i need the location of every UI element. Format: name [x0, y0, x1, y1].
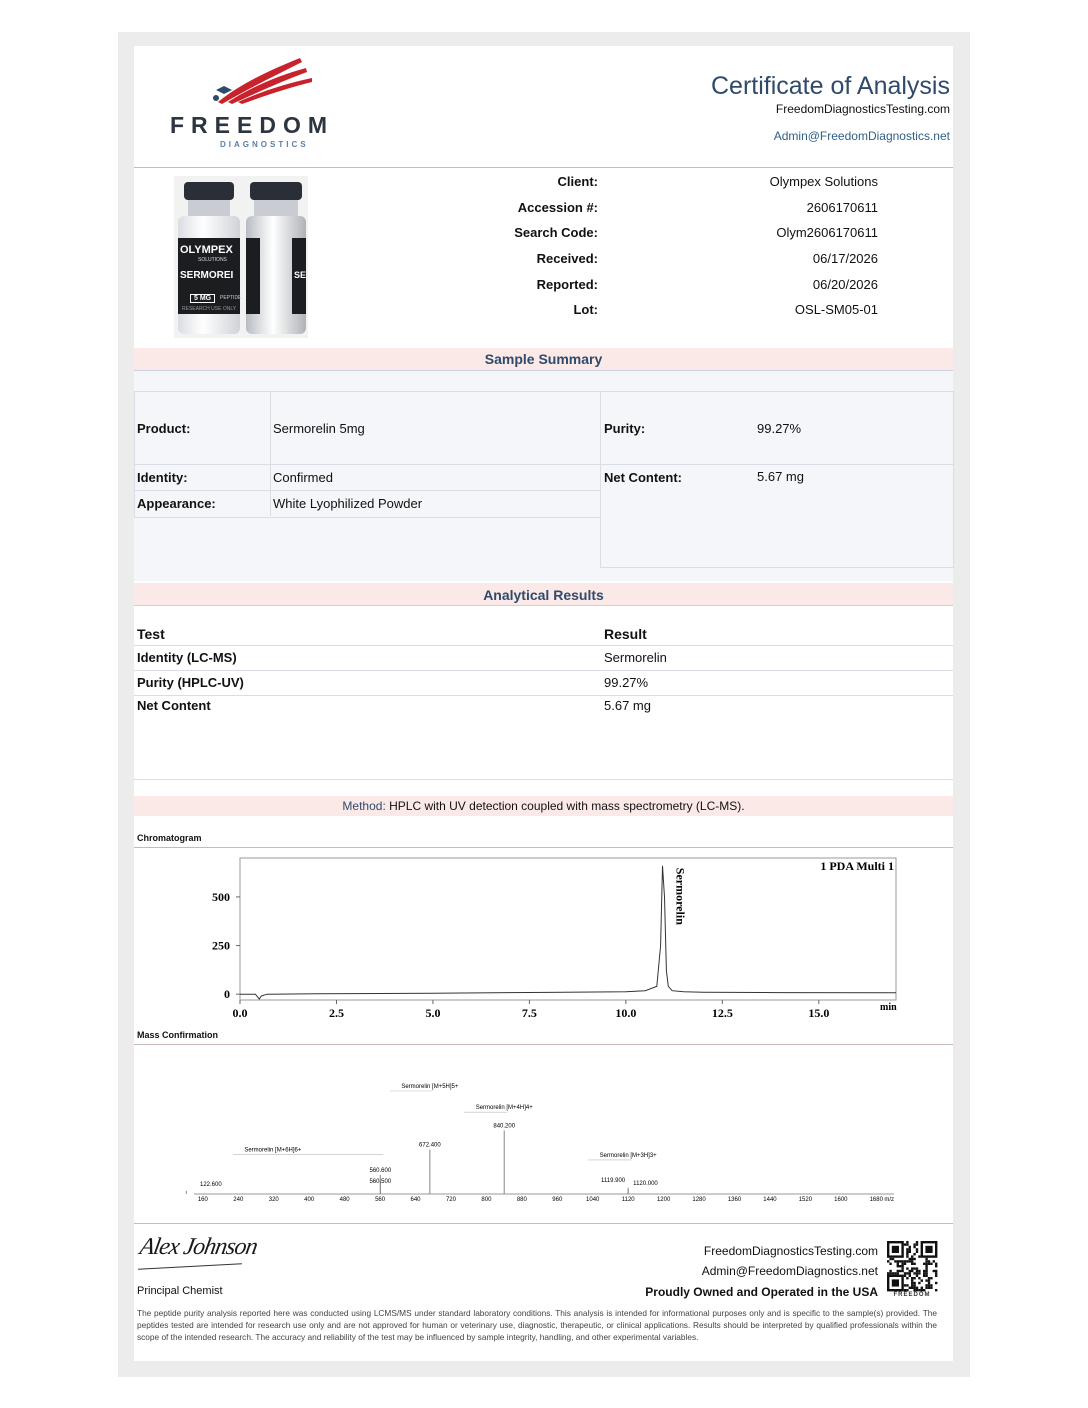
qr-module: [906, 1248, 908, 1250]
qr-module: [923, 1275, 925, 1277]
mass-confirmation-title: Mass Confirmation: [137, 1030, 219, 1040]
client-info-label: Received:: [536, 251, 598, 266]
freedom-logo: [160, 54, 334, 154]
chromatogram-y-tick-label: 500: [212, 889, 230, 904]
qr-module: [916, 1287, 918, 1289]
header-website: FreedomDiagnosticsTesting.com: [775, 102, 950, 116]
mass-x-unit: m/z: [884, 1197, 894, 1203]
qr-module: [913, 1282, 915, 1284]
mass-x-tick-label: 1360: [727, 1197, 742, 1203]
qr-module: [925, 1279, 927, 1281]
footer-tagline: Proudly Owned and Operated in the USA: [645, 1285, 878, 1299]
qr-code-icon: [883, 1240, 941, 1292]
qr-module: [913, 1253, 915, 1255]
qr-module: [906, 1255, 908, 1257]
qr-module: [928, 1287, 930, 1289]
mass-peak-label: 1119.900: [600, 1178, 626, 1184]
brand-name: FREEDOM: [170, 112, 334, 138]
qr-module: [916, 1243, 918, 1245]
qr-module: [925, 1284, 927, 1286]
qr-module: [911, 1255, 913, 1257]
mass-x-tick-label: 1520: [798, 1197, 813, 1203]
qr-module: [892, 1272, 894, 1274]
qr-module: [925, 1287, 927, 1289]
qr-module: [911, 1282, 913, 1284]
qr-module: [894, 1272, 896, 1274]
qr-module: [913, 1263, 915, 1265]
qr-finder-core: [892, 1246, 899, 1253]
results-header-result: Result: [604, 626, 647, 642]
qr-module: [889, 1270, 891, 1272]
qr-module: [901, 1270, 903, 1272]
qr-module: [889, 1272, 891, 1274]
result-row-test: Net Content: [137, 698, 211, 713]
chromatogram-trace: [240, 866, 896, 999]
qr-module: [909, 1272, 911, 1274]
footer-divider: [134, 1223, 953, 1224]
mass-x-tick-label: 240: [233, 1197, 244, 1203]
mass-annotation: Sermorelin [M+6H]6+: [244, 1147, 302, 1154]
qr-module: [913, 1287, 915, 1289]
qr-module: [916, 1248, 918, 1250]
client-info-value: 06/20/2026: [812, 277, 878, 292]
qr-module: [913, 1272, 915, 1274]
qr-module: [916, 1272, 918, 1274]
mass-x-tick-label: 880: [516, 1197, 527, 1203]
header-divider: [134, 167, 953, 168]
mass-x-tick-label: 1440: [763, 1197, 777, 1203]
result-row-value: Sermorelin: [604, 650, 667, 665]
sample-summary-title: Sample Summary: [484, 351, 603, 367]
qr-module: [911, 1279, 913, 1281]
qr-module: [911, 1287, 913, 1289]
summary-left-col-divider: [270, 391, 271, 516]
qr-module: [897, 1270, 899, 1272]
client-info-label: Accession #:: [517, 200, 598, 215]
mass-x-tick-label: 1200: [656, 1197, 671, 1203]
client-info-value: Olympex Solutions: [769, 174, 878, 189]
qr-module: [904, 1275, 906, 1277]
document-title: Certificate of Analysis: [711, 72, 950, 100]
qr-module: [904, 1272, 906, 1274]
qr-module: [887, 1260, 889, 1262]
qr-module: [894, 1260, 896, 1262]
analytical-results-band: [134, 583, 953, 605]
appearance-label: Appearance:: [137, 496, 216, 511]
purity-value: 99.27%: [757, 421, 802, 436]
qr-module: [913, 1267, 915, 1269]
mass-x-tick-label: 320: [268, 1197, 279, 1203]
method-band: [134, 796, 953, 816]
footer-website[interactable]: FreedomDiagnosticsTesting.com: [703, 1244, 878, 1258]
chromatogram-x-tick-label: 2.5: [328, 1006, 344, 1020]
qr-module: [930, 1284, 932, 1286]
mass-x-tick-label: 400: [304, 1197, 315, 1203]
qr-module: [906, 1241, 908, 1243]
client-info-value: 2606170611: [806, 200, 878, 215]
qr-module: [901, 1265, 903, 1267]
qr-module: [913, 1246, 915, 1248]
qr-module: [909, 1270, 911, 1272]
qr-module: [913, 1277, 915, 1279]
mass-x-tick-label: 960: [552, 1197, 563, 1203]
qr-module: [935, 1263, 937, 1265]
product-value: Sermorelin 5mg: [273, 421, 365, 436]
qr-module: [906, 1253, 908, 1255]
chromatogram-peak-label: Sermorelin: [673, 867, 688, 925]
mass-peak-label: 122.600: [200, 1182, 222, 1188]
qr-module: [935, 1265, 937, 1267]
qr-module: [911, 1284, 913, 1286]
qr-module: [909, 1258, 911, 1260]
net-content-value: 5.67 mg: [757, 469, 804, 484]
qr-module: [925, 1260, 927, 1262]
mass-peak-label: 560.500: [369, 1178, 392, 1185]
client-info-label: Client:: [557, 174, 598, 189]
client-info-label: Lot:: [573, 302, 598, 317]
chromatogram-x-tick-label: 15.0: [808, 1006, 830, 1020]
qr-module: [911, 1277, 913, 1279]
mass-spectrum-chart: [134, 1048, 953, 1218]
qr-module: [928, 1282, 930, 1284]
qr-module: [918, 1255, 920, 1257]
qr-module: [925, 1272, 927, 1274]
mass-x-tick-label: 160: [197, 1197, 208, 1203]
chromatogram-legend: 1 PDA Multi 1: [820, 859, 894, 873]
qr-module: [933, 1270, 935, 1272]
qr-module: [930, 1277, 932, 1279]
chromatogram-x-tick-label: 0.0: [232, 1006, 248, 1020]
qr-module: [930, 1287, 932, 1289]
result-row-divider: [134, 695, 953, 696]
qr-module: [928, 1277, 930, 1279]
mass-x-tick-label: 1040: [586, 1197, 600, 1203]
qr-module: [916, 1275, 918, 1277]
qr-module: [909, 1248, 911, 1250]
qr-module: [906, 1272, 908, 1274]
analytical-results-title: Analytical Results: [483, 587, 604, 603]
qr-module: [935, 1275, 937, 1277]
client-info-value: OSL-SM05-01: [794, 302, 878, 317]
appearance-value: White Lyophilized Powder: [273, 496, 423, 511]
client-info-value: 06/17/2026: [812, 251, 878, 266]
mass-x-tick-label: 640: [410, 1197, 421, 1203]
qr-finder-core: [925, 1246, 932, 1253]
chromatogram-plot-frame: [240, 858, 896, 1000]
qr-code: FREEDOM: [883, 1240, 941, 1304]
qr-module: [911, 1258, 913, 1260]
qr-module: [887, 1272, 889, 1274]
qr-module: [921, 1287, 923, 1289]
qr-module: [904, 1243, 906, 1245]
qr-module: [913, 1243, 915, 1245]
qr-module: [901, 1267, 903, 1269]
analytical-underline: [134, 605, 953, 606]
chromatogram-x-tick-label: 5.0: [425, 1006, 441, 1020]
chromatogram-chart: [134, 850, 953, 1030]
mass-annotation: Sermorelin [M+3H]3+: [599, 1152, 657, 1159]
signature: Alex Johnson: [138, 1228, 248, 1274]
chromatogram-x-unit: min: [880, 1002, 897, 1013]
qr-module: [930, 1263, 932, 1265]
qr-module: [897, 1263, 899, 1265]
qr-module: [918, 1282, 920, 1284]
qr-module: [935, 1270, 937, 1272]
product-vial-image: [174, 176, 308, 338]
qr-finder-core: [892, 1279, 899, 1286]
qr-module: [923, 1270, 925, 1272]
qr-module: [897, 1260, 899, 1262]
qr-module: [911, 1270, 913, 1272]
qr-module: [897, 1272, 899, 1274]
qr-module: [925, 1267, 927, 1269]
result-row-test: Purity (HPLC-UV): [137, 675, 244, 690]
qr-module: [921, 1279, 923, 1281]
qr-module: [925, 1275, 927, 1277]
method-label: Method:: [342, 799, 386, 813]
mass-annotation: Sermorelin [M+5H]5+: [401, 1084, 459, 1090]
qr-module: [911, 1267, 913, 1269]
qr-module: [923, 1263, 925, 1265]
qr-module: [928, 1263, 930, 1265]
qr-module: [933, 1260, 935, 1262]
qr-module: [906, 1260, 908, 1262]
mass-x-tick-label: 800: [481, 1197, 492, 1203]
qr-module: [909, 1287, 911, 1289]
brand-subtitle: DIAGNOSTICS: [220, 140, 309, 149]
qr-module: [906, 1243, 908, 1245]
header-email[interactable]: Admin@FreedomDiagnostics.net: [773, 129, 950, 143]
qr-module: [904, 1284, 906, 1286]
qr-module: [889, 1263, 891, 1265]
mass-x-tick-label: 720: [445, 1197, 456, 1203]
qr-module: [911, 1263, 913, 1265]
identity-label: Identity:: [137, 470, 188, 485]
qr-module: [928, 1279, 930, 1281]
qr-module: [909, 1275, 911, 1277]
qr-module: [916, 1251, 918, 1253]
mass-x-tick-label: 1280: [692, 1197, 706, 1203]
mass-x-tick-label: 1680: [869, 1197, 883, 1203]
qr-module: [904, 1260, 906, 1262]
chromatogram-x-tick-label: 10.0: [615, 1006, 637, 1020]
net-content-label: Net Content:: [604, 470, 682, 485]
results-header-test: Test: [137, 626, 165, 642]
flag-swoosh-icon: [210, 54, 330, 106]
qr-module: [916, 1267, 918, 1269]
qr-module: [909, 1251, 911, 1253]
qr-module: [906, 1284, 908, 1286]
chromatogram-x-tick-label: 7.5: [521, 1006, 537, 1020]
mass-x-tick-label: 1120: [621, 1197, 635, 1203]
client-info-value: Olym2606170611: [776, 225, 878, 240]
result-row-value: 99.27%: [604, 675, 649, 690]
qr-module: [906, 1267, 908, 1269]
result-row-divider: [134, 670, 953, 671]
qr-module: [904, 1263, 906, 1265]
qr-module: [913, 1284, 915, 1286]
vial-back: SE: [246, 182, 306, 336]
chromatogram-y-tick-label: 250: [212, 938, 230, 953]
qr-module: [916, 1270, 918, 1272]
result-row-test: Identity (LC-MS): [137, 650, 237, 665]
qr-module: [899, 1270, 901, 1272]
qr-module: [897, 1265, 899, 1267]
chromatogram-y-tick-label: 0: [224, 987, 230, 1002]
disclaimer: The peptide purity analysis reported here was conducted using LCMS/MS under standard laboratory conditions. This analysis is intended for informational purposes only and is specific to the sample(s) provided. The peptides tested are intended for research use only and are not approved for human or veterinary use, diagnostic, therapeutic, or clinical applications. Results should be interpreted by qualified professionals within the scope of the intended research. The accuracy and reliability of the test may be influenced by sample integrity, handling, and other experimental variables.: [137, 1308, 937, 1342]
qr-module: [909, 1260, 911, 1262]
qr-module: [899, 1260, 901, 1262]
mass-peak-label: 672.400: [419, 1142, 441, 1149]
sample-summary-band: [134, 348, 953, 370]
qr-module: [928, 1260, 930, 1262]
qr-module: [916, 1241, 918, 1243]
qr-module: [913, 1258, 915, 1260]
qr-module: [899, 1265, 901, 1267]
qr-module: [925, 1258, 927, 1260]
mass-x-tick-label: 480: [339, 1197, 350, 1203]
result-row-value: 5.67 mg: [604, 698, 651, 713]
qr-module: [906, 1251, 908, 1253]
qr-module: [889, 1258, 891, 1260]
qr-module: [923, 1272, 925, 1274]
qr-module: [918, 1270, 920, 1272]
mass-peak-label: 560.600: [369, 1167, 392, 1174]
footer-email[interactable]: Admin@FreedomDiagnostics.net: [701, 1264, 878, 1278]
qr-module: [901, 1260, 903, 1262]
product-label: Product:: [137, 421, 191, 436]
qr-module: [925, 1270, 927, 1272]
mass-x-tick-label: 1600: [834, 1197, 848, 1203]
qr-module: [901, 1263, 903, 1265]
chromatogram-x-tick-label: 12.5: [711, 1006, 733, 1020]
qr-module: [918, 1277, 920, 1279]
qr-module: [911, 1260, 913, 1262]
qr-module: [925, 1265, 927, 1267]
mass-divider: [134, 1044, 953, 1045]
purity-label: Purity:: [604, 421, 646, 436]
qr-module: [935, 1272, 937, 1274]
qr-module: [892, 1258, 894, 1260]
method-text: HPLC with UV detection coupled with mass spectrometry (LC-MS).: [389, 799, 745, 813]
qr-module: [925, 1263, 927, 1265]
chromatogram-divider: [134, 847, 953, 848]
vial-front: OLYMPEX SOLUTIONS SERMOREI 5 MG PEPTIDE RESEARCH USE ONLY: [178, 182, 240, 336]
client-info-label: Search Code:: [514, 225, 598, 240]
identity-value: Confirmed: [273, 470, 333, 485]
qr-module: [909, 1246, 911, 1248]
mass-peak-label: 840.200: [493, 1123, 516, 1130]
chromatogram-title: Chromatogram: [137, 833, 202, 843]
client-info-label: Reported:: [536, 277, 598, 292]
mass-peak-label: 1120.000: [633, 1181, 658, 1187]
mass-annotation: Sermorelin [M+4H]4+: [475, 1105, 533, 1112]
signer-title: Principal Chemist: [137, 1285, 223, 1297]
qr-module: [935, 1282, 937, 1284]
qr-module: [928, 1284, 930, 1286]
mass-x-tick-label: 560: [375, 1197, 386, 1203]
qr-module: [906, 1277, 908, 1279]
qr-module: [918, 1272, 920, 1274]
